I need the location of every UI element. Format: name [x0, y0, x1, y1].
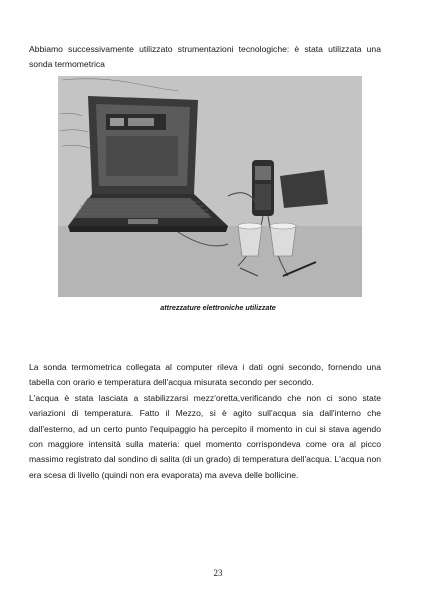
paragraph: L'acqua è stata lasciata a stabilizzarsi mezz'oretta,verificando che non ci sono state variazioni di temperatura. Fatto il Mezzo, si è agito sull'acqua sia dall'interno che dall'esterno, ad un certo punto l'equipaggio ha percepito il momento in cui si stava agendo con maggiore intensità sulla materia: quel momento corrispondeva come ora al picco massimo registrato dal sondino di salita (di un grado) di temperatura dell'acqua. L'acqua non era scesa di livello (quindi non era evaporata) ma aveva delle bollicine. — [29, 392, 381, 480]
figure-caption: attrezzature elettroniche utilizzate — [160, 303, 276, 312]
page-number: 23 — [213, 568, 223, 578]
body-text — [29, 360, 381, 483]
equipment-illustration — [58, 76, 362, 297]
equipment-photo — [58, 76, 362, 297]
intro-paragraph: Abbiamo successivamente utilizzato strumentazioni tecnologiche: è stata utilizzata una sonda termometrica — [29, 44, 381, 69]
paragraph: La sonda termometrica collegata al computer rileva i dati ogni secondo, fornendo una tabella con orario e temperatura dell'acqua misurata secondo per secondo. — [29, 362, 381, 388]
datalogger — [252, 160, 274, 216]
